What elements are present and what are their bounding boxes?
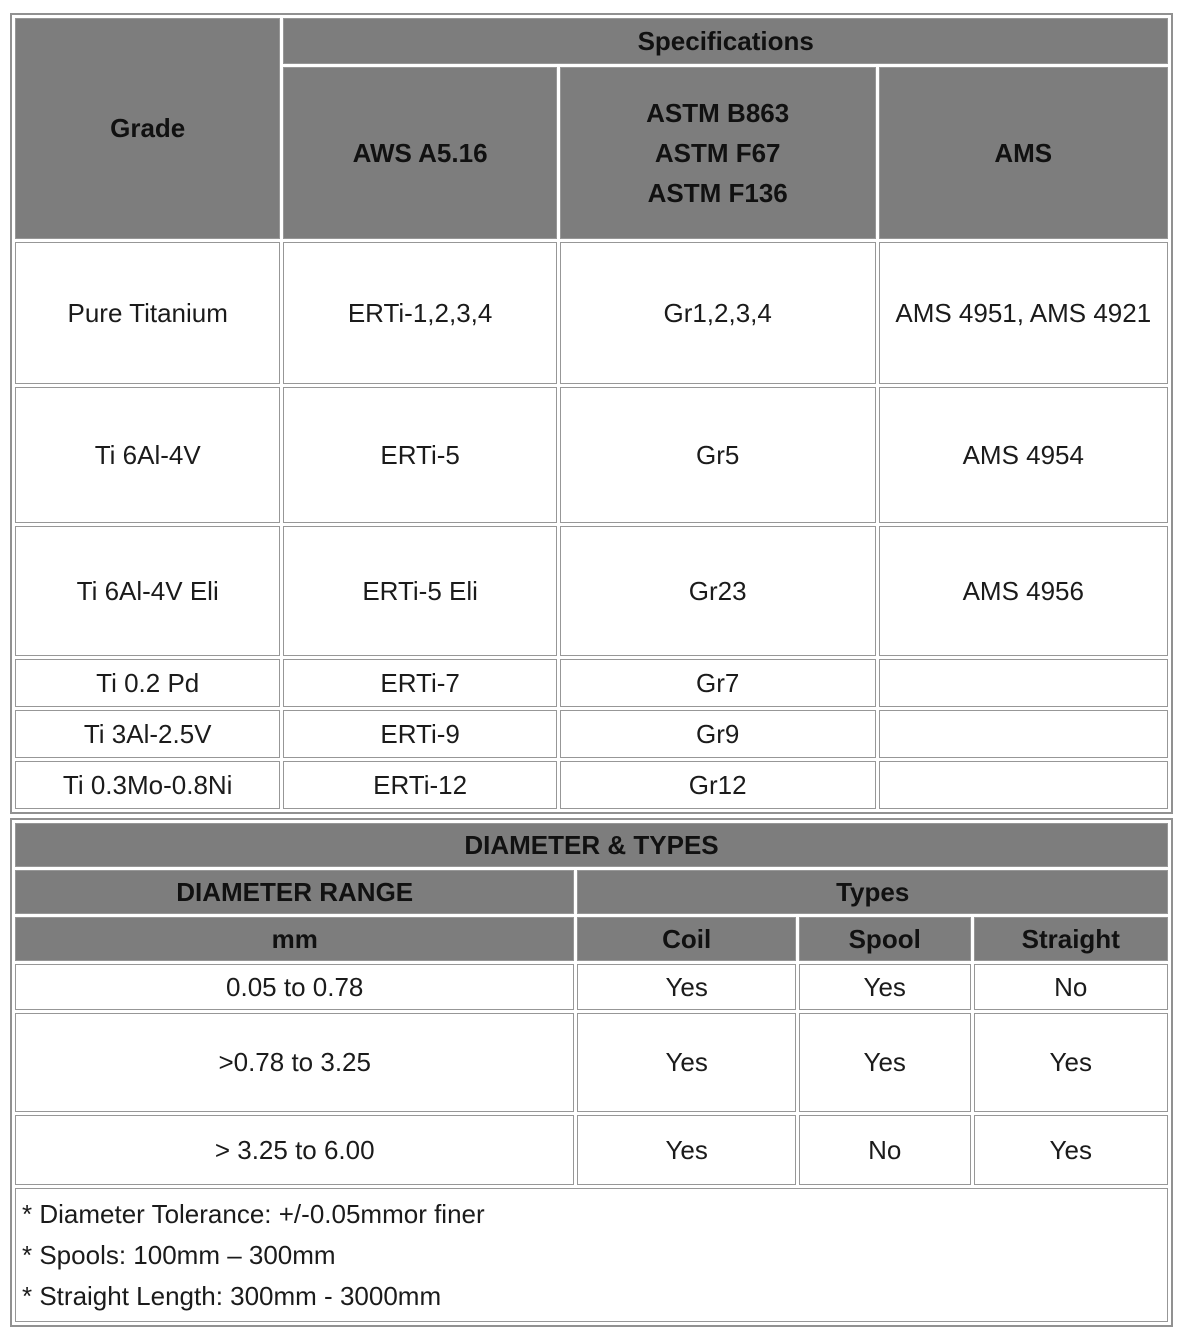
mm-column-header: mm xyxy=(15,917,574,961)
spool-cell: Yes xyxy=(799,964,971,1010)
ams-cell: AMS 4951, AMS 4921 xyxy=(879,242,1168,384)
diameter-row xyxy=(15,1115,1168,1185)
types-header: Types xyxy=(577,870,1168,914)
grade-cell: Ti 3Al-2.5V xyxy=(15,710,280,758)
grade-column-header: Grade xyxy=(15,18,280,239)
diameter-types-group-header-row xyxy=(15,870,1168,914)
diameter-types-table xyxy=(10,818,1173,1327)
ams-cell: AMS 4956 xyxy=(879,526,1168,656)
aws-cell: ERTi-5 Eli xyxy=(283,526,556,656)
footnotes xyxy=(15,1188,1168,1322)
astm-header-line: ASTM F136 xyxy=(647,178,788,208)
spool-cell: No xyxy=(799,1115,971,1185)
astm-cell: Gr9 xyxy=(560,710,876,758)
spool-column-header: Spool xyxy=(799,917,971,961)
straight-cell: No xyxy=(974,964,1169,1010)
astm-cell: Gr1,2,3,4 xyxy=(560,242,876,384)
aws-cell: ERTi-9 xyxy=(283,710,556,758)
grade-row xyxy=(15,242,1168,384)
straight-cell: Yes xyxy=(974,1013,1169,1112)
coil-cell: Yes xyxy=(577,1115,796,1185)
astm-header-line: ASTM F67 xyxy=(654,138,781,168)
grade-row xyxy=(15,526,1168,656)
ams-cell: AMS 4954 xyxy=(879,387,1168,523)
ams-cell xyxy=(879,761,1168,809)
coil-cell: Yes xyxy=(577,964,796,1010)
diameter-types-column-header-row xyxy=(15,917,1168,961)
grade-cell: Ti 0.3Mo-0.8Ni xyxy=(15,761,280,809)
grade-row xyxy=(15,387,1168,523)
aws-column-header: AWS A5.16 xyxy=(283,67,556,239)
range-cell: > 3.25 to 6.00 xyxy=(15,1115,574,1185)
astm-cell: Gr12 xyxy=(560,761,876,809)
coil-column-header: Coil xyxy=(577,917,796,961)
ams-column-header: AMS xyxy=(879,67,1168,239)
grade-cell: Ti 6Al-4V Eli xyxy=(15,526,280,656)
footnote-line: * Diameter Tolerance: +/-0.05mmor finer xyxy=(22,1198,485,1229)
range-cell: 0.05 to 0.78 xyxy=(15,964,574,1010)
grade-row xyxy=(15,761,1168,809)
astm-header-line: ASTM B863 xyxy=(646,98,790,128)
astm-cell: Gr23 xyxy=(560,526,876,656)
grade-row xyxy=(15,659,1168,707)
aws-cell: ERTi-1,2,3,4 xyxy=(283,242,556,384)
diameter-row xyxy=(15,964,1168,1010)
grade-cell: Ti 6Al-4V xyxy=(15,387,280,523)
aws-cell: ERTi-7 xyxy=(283,659,556,707)
specifications-header-row xyxy=(15,18,1168,64)
footnote-line: * Spools: 100mm – 300mm xyxy=(22,1239,336,1270)
grade-specifications-table xyxy=(10,13,1173,814)
diameter-range-header: DIAMETER RANGE xyxy=(15,870,574,914)
straight-cell: Yes xyxy=(974,1115,1169,1185)
astm-cell: Gr7 xyxy=(560,659,876,707)
specifications-header: Specifications xyxy=(283,18,1168,64)
coil-cell: Yes xyxy=(577,1013,796,1112)
straight-column-header: Straight xyxy=(974,917,1169,961)
footnotes-row xyxy=(15,1188,1168,1322)
spool-cell: Yes xyxy=(799,1013,971,1112)
aws-cell: ERTi-12 xyxy=(283,761,556,809)
ams-cell xyxy=(879,659,1168,707)
ams-cell xyxy=(879,710,1168,758)
diameter-types-title-row xyxy=(15,823,1168,867)
astm-cell: Gr5 xyxy=(560,387,876,523)
astm-column-header xyxy=(560,67,876,239)
diameter-row xyxy=(15,1013,1168,1112)
range-cell: >0.78 to 3.25 xyxy=(15,1013,574,1112)
grade-cell: Ti 0.2 Pd xyxy=(15,659,280,707)
grade-row xyxy=(15,710,1168,758)
footnote-line: * Straight Length: 300mm - 3000mm xyxy=(22,1280,442,1311)
aws-cell: ERTi-5 xyxy=(283,387,556,523)
diameter-types-title: DIAMETER & TYPES xyxy=(15,823,1168,867)
grade-cell: Pure Titanium xyxy=(15,242,280,384)
